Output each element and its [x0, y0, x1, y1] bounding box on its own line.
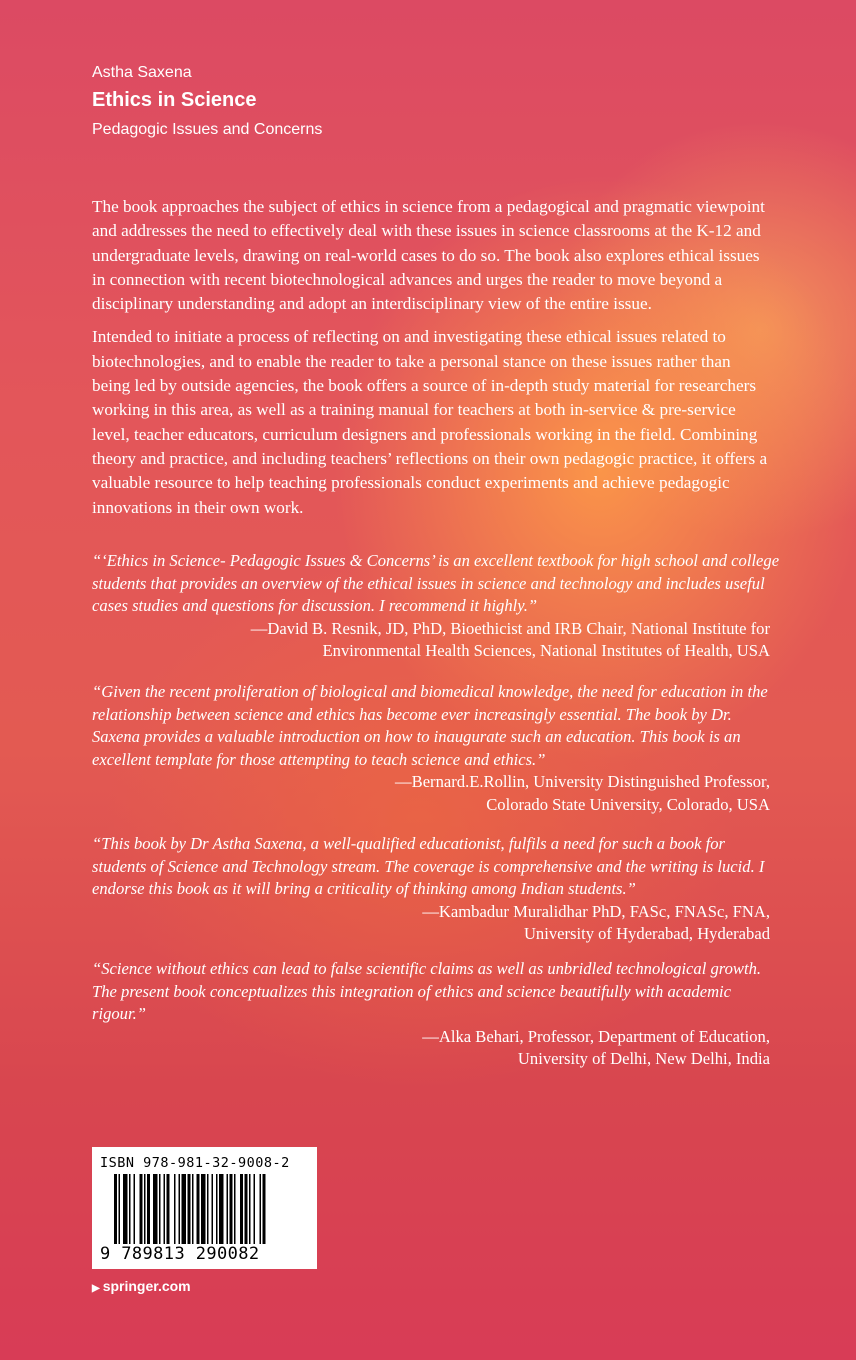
barcode-bar — [254, 1174, 256, 1244]
barcode-bar — [182, 1174, 187, 1244]
quote-attribution: —Kambadur Muralidhar PhD, FASc, FNASc, FNA, — [422, 901, 770, 921]
book-subtitle: Pedagogic Issues and Concerns — [92, 121, 323, 138]
barcode-bar — [188, 1174, 191, 1244]
isbn-barcode — [92, 1147, 317, 1269]
isbn-label: ISBN 978-981-32-9008-2 — [100, 1155, 290, 1171]
endorsement-quote — [92, 550, 782, 663]
cover-header — [92, 64, 322, 139]
barcode-bar — [174, 1174, 176, 1244]
barcode-bar — [227, 1174, 229, 1244]
barcode-bar — [197, 1174, 200, 1244]
quote-attribution: Environmental Health Sciences, National Institutes of Health, USA — [322, 641, 770, 661]
quote-text: “This book by Dr Astha Saxena, a well-qualified educationist, fulfils a need for such a book for students of Science and Technology stream. The coverage is comprehensive and the writing is lucid. I endorse this book as it will bring a criticality of thinking among Indian students.” — [92, 834, 765, 899]
barcode-bar — [216, 1174, 218, 1244]
quote-attribution: Colorado State University, Colorado, USA — [486, 794, 770, 814]
barcode-bars — [114, 1174, 304, 1244]
barcode-bar — [192, 1174, 194, 1244]
barcode-bar — [134, 1174, 136, 1244]
author-name: Astha Saxena — [92, 64, 192, 81]
barcode-bar — [219, 1174, 224, 1244]
barcode-bar — [240, 1174, 243, 1244]
description-paragraph: Intended to initiate a process of reflecting on and investigating these ethical issues related to biotechnologies, and to enable the reader to take a personal stance on these issues rather than being led by outside agencies, the book offers a source of in-depth study material for researchers working in this area, as well as a training manual for teachers at both in-service & pre-service level, teacher educators, curriculum designers and professionals working in the field. Combining theory and practice, and including teachers’ reflections on their own pedagogic practice, it offers a valuable resource to help teaching professionals conduct experiments and achieve pedagogic innovations in their own work. — [92, 327, 768, 517]
barcode-bar — [201, 1174, 206, 1244]
website-label: springer.com — [102, 1278, 191, 1294]
barcode-bar — [153, 1174, 158, 1244]
barcode-bar — [249, 1174, 251, 1244]
barcode-bar — [140, 1174, 143, 1244]
barcode-bar — [234, 1174, 236, 1244]
endorsement-quote — [92, 958, 782, 1071]
barcode-bar — [159, 1174, 161, 1244]
barcode-bar — [167, 1174, 170, 1244]
description-paragraph: The book approaches the subject of ethics in science from a pedagogical and pragmatic viewpoint and addresses the need to effectively deal with these issues in science classrooms at the K-12 and undergraduate levels, drawing on real-world cases to do so. The book also explores ethical issues in connection with recent biotechnological advances and urges the reader to move beyond a disciplinary understanding and adopt an interdisciplinary view of the entire issue. — [92, 197, 765, 314]
barcode-bar — [129, 1174, 131, 1244]
barcode-bar — [114, 1174, 117, 1244]
quote-text: “‘Ethics in Science- Pedagogic Issues & Concerns’ is an excellent textbook for high school and college students that provides an overview of the ethical issues in science and technology and includes useful cases studies and questions for discussion. I recommend it highly.” — [92, 551, 780, 616]
barcode-bar — [263, 1174, 266, 1244]
publisher-website[interactable] — [92, 1278, 191, 1294]
barcode-bar — [147, 1174, 150, 1244]
book-title: Ethics in Science — [92, 89, 257, 111]
arrow-right-icon: ▶ — [92, 1283, 100, 1294]
quote-text: “Given the recent proliferation of biological and biomedical knowledge, the need for education in the relationship between science and ethics has become ever increasingly essential. The book by Dr. Saxena provides a valuable introduction on how to inaugurate such an education. This book is an excellent template for those attempting to teach science and ethics.” — [92, 682, 768, 769]
endorsement-quote — [92, 833, 782, 946]
barcode-bar — [123, 1174, 128, 1244]
endorsement-quote — [92, 681, 782, 817]
book-description — [92, 195, 772, 520]
barcode-bar — [230, 1174, 233, 1244]
quote-attribution: University of Hyderabad, Hyderabad — [523, 924, 770, 944]
quote-attribution: —Bernard.E.Rollin, University Distinguished Professor, — [395, 772, 770, 792]
barcode-bar — [179, 1174, 181, 1244]
barcode-bar — [144, 1174, 146, 1244]
quote-text: “Science without ethics can lead to false scientific claims as well as unbridled technological growth. The present book conceptualizes this integration of ethics and science beautifully with academic rigour.” — [92, 959, 762, 1024]
barcode-bar — [212, 1174, 214, 1244]
barcode-digits: 9 789813 290082 — [100, 1244, 260, 1264]
barcode-bar — [207, 1174, 209, 1244]
barcode-bar — [164, 1174, 166, 1244]
barcode-bar — [119, 1174, 121, 1244]
barcode-bar — [260, 1174, 262, 1244]
quote-attribution: University of Delhi, New Delhi, India — [517, 1049, 770, 1069]
quote-attribution: —Alka Behari, Professor, Department of Education, — [422, 1026, 770, 1046]
quote-attribution: —David B. Resnik, JD, PhD, Bioethicist and IRB Chair, National Institute for — [250, 618, 770, 638]
barcode-bar — [245, 1174, 248, 1244]
